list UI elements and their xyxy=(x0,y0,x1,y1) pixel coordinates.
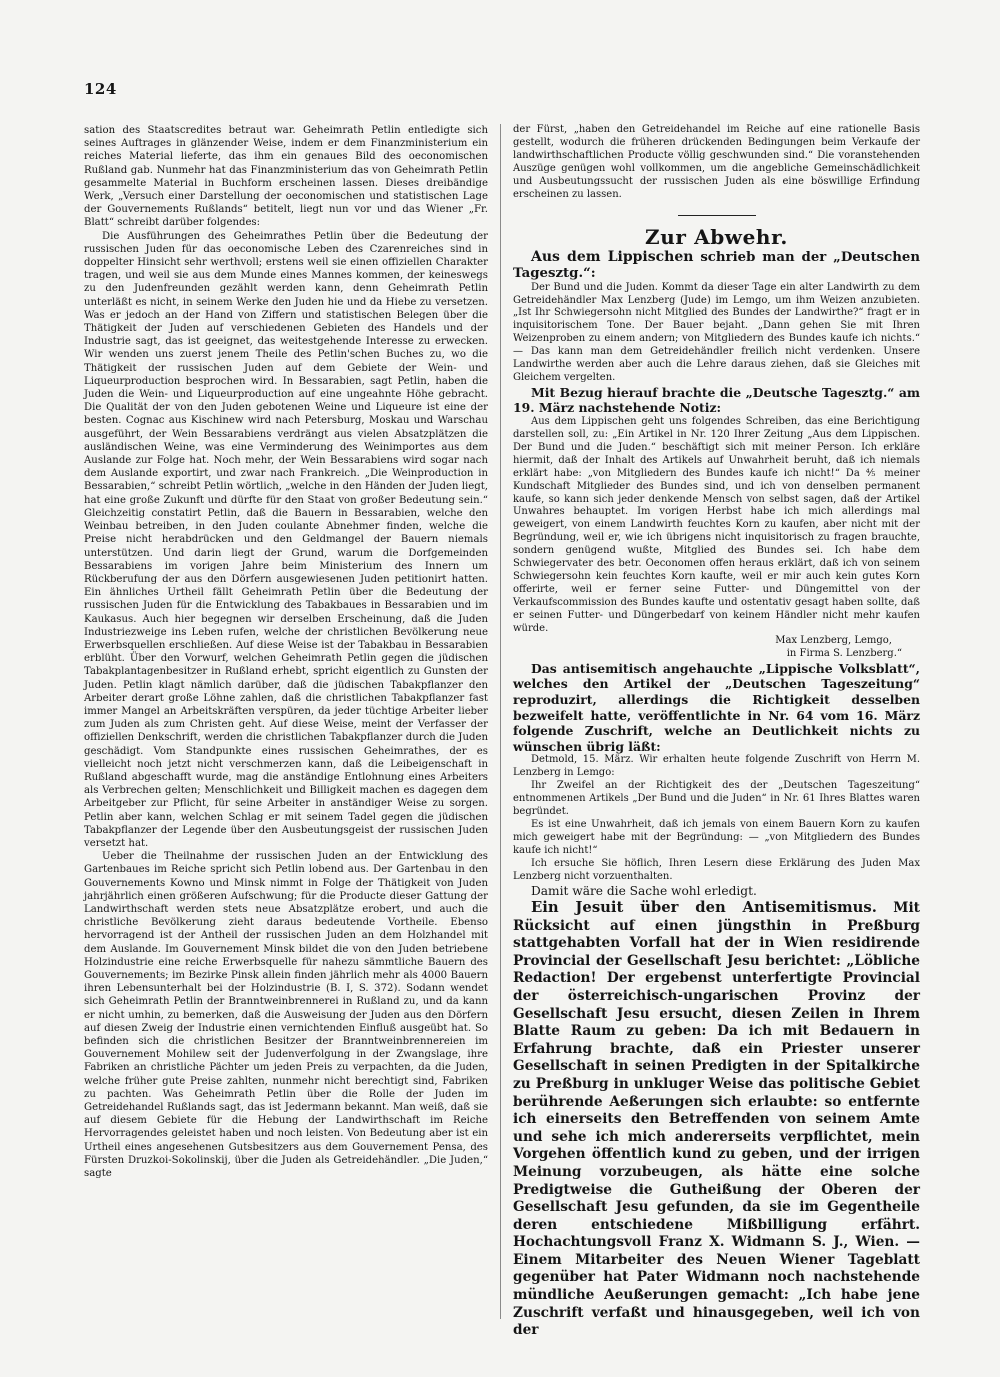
page-number: 124 xyxy=(84,80,117,98)
signature-line-2: in Firma S. Lenzberg.“ xyxy=(786,648,902,660)
letter2-paragraph-3: Ich ersuche Sie höflich, Ihren Lesern diese Erklärung des Juden Max Lenzberg nicht vorzuenthalten. xyxy=(513,857,920,882)
letter2-date: Detmold, 15. März. Wir erhalten heute folgende Zuschrift von Herrn M. Lenzberg in Lemgo: xyxy=(513,754,920,779)
paragraph-petlin-garden-grain: Ueber die Theilnahme der russischen Juden an der Entwicklung des Gartenbaues im Reiche spricht sich Petlin lobend aus. Der Gartenbau in den Gouvernements Kowno und Minsk nimmt in Folge der Thätigkeit von Juden jahrjährlich einen größeren Aufschwung; für die Producte dieser Gattung der Landwirthschaft werden stets neue Absatzplätze erobert, und auch die christliche Bevölkerung zieht daraus bedeutende Vortheile. Ebenso hervorragend ist der Antheil der russischen Juden an dem Holzhandel mit dem Auslande. Im Gouvernement Minsk bildet die von den Juden betriebene Holzindustrie eine reiche Erwerbsquelle für nahezu sämmtliche Bauern des Gouvernements; im Bezirke Pinsk allein finden jährlich mehr als 4000 Bauern ihren Lebensunterhalt bei der Holzindustrie (B. I, S. 372). Sodann wendet sich Geheimrath Petlin der Branntweinbrennerei in Rußland zu, und da kann er nicht umhin, zu bemerken, daß die Ausweisung der Juden aus den Dörfern auf diesen Zweig der Industrie einen vernichtenden Einfluß ausgeübt hat. So befinden sich die christlichen Besitzer der Branntweinbrennereien im Gouvernement Mohilew seit der Judenverfolgung in der Zwangslage, ihre Fabriken an christliche Pächter um jeden Preis zu verpachten, da die Juden, welche früher gute Preise zahlten, nunmehr nicht berechtigt sind, Fabriken zu pachten. Was Geheimrath Petlin über die Rolle der Juden im Getreidehandel Rußlands sagt, das ist Jedermann bekannt. Man weiß, daß sie auf diesem Gebiete für die Hebung der Landwirthschaft im Reiche Hervorragendes geleistet haben und noch leisten. Von Bedeutung aber ist ein Urtheil eines angesehenen Gutsbesitzers aus dem Gouvernement Pensa, des Fürsten Druzkoi-Sokolinskij, über die Juden als Getreidehändler. „Die Juden,“ sagte xyxy=(84,851,488,1180)
signature-line-1: Max Lenzberg, Lemgo, xyxy=(775,635,892,647)
right-column xyxy=(513,124,920,1339)
bezug-heading: Mit Bezug hierauf brachte die „Deutsche Tagesztg.“ am 19. März nachstehende Notiz: xyxy=(513,384,920,416)
section-title: Zur Abwehr. xyxy=(645,225,788,250)
lippe-heading xyxy=(513,249,920,282)
section-divider xyxy=(678,215,756,216)
letter-lenzberg-1: Aus dem Lippischen geht uns folgendes Schreiben, das eine Berichtigung darstellen soll, zu: „Ein Artikel in Nr. 120 Ihrer Zeitung „Aus dem Lippischen. Der Bund und die Juden.“ beschäftigt sich mit meiner Person. Ich erkläre hiermit, daß der Inhalt des Artikels auf Unwahrheit beruht, daß ich niemals erklärt habe: „von Mitgliedern des Bundes kaufe ich nicht!“ Da ⅘ meiner Kundschaft Mitglieder des Bundes sind, und ich von denselben permanent kaufe, so kann sich jeder denkende Mensch von selbst sagen, daß der Artikel Unwahres behauptet. Im vorigen Herbst habe ich mich allerdings mal geweigert, von einem Landwirth feuchtes Korn zu kaufen, aber nicht mit der Begründung, weil er, wie ich übrigens nicht inquisitorisch zu fragen brauchte, sondern genügend wußte, Mitglied des Bundes sei. Ich habe dem Schwiegervater des betr. Oeconomen offen heraus erklärt, daß ich von seinem Schwiegersohn kein feuchtes Korn kaufte, weil er mir auch kein gutes Korn offerirte, weil er ferner seine Futter- und Düngemittel von der Verkaufscommission des Bundes kaufte und ostentativ gesagt haben sollte, daß er seinen Futter- und Düngerbedarf von keinem Händler nicht mehr kaufen würde. xyxy=(513,416,920,634)
lippe-body: Der Bund und die Juden. Kommt da dieser Tage ein alter Landwirth zu dem Getreidehändler Max Lenzberg (Jude) im Lemgo, um ihm Weizen anzubieten. „Ist Ihr Schwiegersohn nicht Mitglied des Bundes der Landwirthe?“ fragt er in inquisitorischem Tone. Der Bauer bejaht. „Dann gehen Sie mit Ihren Weizenproben zu einem andern; von Mitgliedern des Bundes kaufe ich nichts.“ — Das kann man dem Getreidehändler freilich nicht verdenken. Unsere Landwirthe werden aber auch die Lehre daraus ziehen, daß sie Gleiches mit Gleichem vergelten. xyxy=(513,281,920,383)
jesuit-paragraph xyxy=(513,899,920,1340)
lippe-heading-lead: Aus dem Lippischen xyxy=(531,248,694,265)
paragraph-petlin-intro: sation des Staatscredites betraut war. Geheimrath Petlin entledigte sich seines Auftrages in glänzender Weise, indem er dem Finanzministerium ein reiches Material lieferte, das ihm ein genaues Bild des oeconomischen Rußland gab. Nunmehr hat das Finanzministerium das von Geheimrath Petlin gesammelte Material in Buchform erscheinen lassen. Dieses dreibändige Werk, „Versuch einer Darstellung der oeconomischen und statistischen Lage der Gouvernements Rußlands“ betitelt, liegt nun vor und das Wiener „Fr. Blatt“ schreibt darüber folgendes: xyxy=(84,125,488,229)
closing-remark: Damit wäre die Sache wohl erledigt. xyxy=(531,883,757,898)
paragraph-petlin-wine-tobacco: Die Ausführungen des Geheimrathes Petlin über die Bedeutung der russischen Juden für das oeconomische Leben des Czarenreiches sind in doppelter Hinsicht sehr werthvoll; erstens weil sie einen offiziellen Charakter tragen, und weil sie aus dem Munde eines Mannes kommen, der keineswegs zu den Judenfreunden gezählt werden kann, denn Geheimrath Petlin unterläßt es nicht, in seinem Werke den Juden hie und da Hiebe zu versetzen. Was er jedoch an der Hand von Ziffern und statistischen Belegen über die Thätigkeit der Juden auf verschiedenen Gebieten des Handels und der Industrie sagt, das ist geeignet, das weitestgehende Interesse zu erwecken. Wir wenden uns zuerst jenem Theile des Petlin'schen Buches zu, wo die Thätigkeit der russischen Juden auf dem Gebiete der Wein- und Liqueurproduction besprochen wird. In Bessarabien, sagt Petlin, haben die Juden die Wein- und Liqueurproduction auf eine ungeahnte Höhe gebracht. Die Qualität der von den Juden gebotenen Weine und Liqueure ist eine der besten. Cognac aus Kischinew wird nach Petersburg, Moskau und Warschau ausgeführt, der Wein Bessarabiens verdrängt aus vielen Absatzplätzen die ausländischen Weine, was eine Verminderung des Weinimportes aus dem Auslande zur Folge hat. Noch mehr, der Wein Bessarabiens wird sogar nach dem Auslande exportirt, und zwar nach Frankreich. „Die Weinproduction in Bessarabien,“ schreibt Petlin wörtlich, „welche in den Händen der Juden liegt, hat eine große Zukunft und dürfte für den Staat von großer Bedeutung sein.“ Gleichzeitig constatirt Petlin, daß die Bauern in Bessarabien, welche den Weinbau betreiben, in den Juden coulante Abnehmer finden, welche die Preise nicht herabdrücken und den Geldmangel der Bauern niemals unterstützen. Und darin liegt der Grund, warum die Dorfgemeinden Bessarabiens im vorigen Jahre beim Ministerium des Innern um Rückberufung der aus den Dörfern ausgewiesenen Juden petitionirt hatten. Ein ähnliches Urtheil fällt Geheimrath Petlin über die Bedeutung der russischen Juden für die Entwicklung des Tabakbaues in Bessarabien und im Kaukasus. Auch hier begegnen wir derselben Erscheinung, daß die Juden Industriezweige ins Leben rufen, welche der christlichen Bevölkerung neue Erwerbsquellen erschließen. Auf diese Weise ist der Tabakbau in Bessarabien erblüht. Über den Vorwurf, welchen Geheimrath Petlin gegen die jüdischen Tabakplantagenbesitzer in Rußland erhebt, spricht eigentlich zu Gunsten der Juden. Petlin klagt nämlich darüber, daß die jüdischen Tabakpflanzer den Arbeiter derart große Löhne zahlen, daß die christlichen Tabakpflanzer fast immer Mangel an Arbeitskräften verspüren, da jeder tüchtige Arbeiter lieber zum Juden als zum Christen geht. Auf diese Weise, meint der Verfasser der offiziellen Denkschrift, werden die christlichen Tabakpflanzer durch die Juden geschädigt. Vom Standpunkte eines russischen Geheimrathes, der es vielleicht noch jetzt nicht verschmerzen kann, daß die Leibeigenschaft in Rußland abgeschafft wurde, mag die anständige Entlohnung eines Arbeiters als Verbrechen gelten; Menschlichkeit und Billigkeit machen es dagegen dem Arbeitgeber zur Pflicht, für seine Arbeiter in anständiger Weise zu sorgen. Petlin aber kann, welchen Schlag er mit seinem Tadel gegen die jüdischen Tabakpflanzer der Legende über den Ausbeutungsgeist der russischen Juden versetzt hat. xyxy=(84,230,488,849)
left-column xyxy=(84,124,488,1319)
paragraph-continuation: der Fürst, „haben den Getreidehandel im Reiche auf eine rationelle Basis gestellt, wodurch die früheren drückenden Bedingungen beim Verkaufe der landwirthschaftlichen Producte völlig geschwunden sind.“ Die voranstehenden Auszüge genügen wohl vollkommen, um die angebliche Gemeinschädlichkeit und Ausbeutungssucht der russischen Juden als eine böswillige Erfindung erscheinen zu lassen. xyxy=(513,124,920,200)
lippe-heading-rest: schrieb man der „Deutschen Tagesztg.“: xyxy=(513,249,920,281)
letter2-paragraph-1: Ihr Zweifel an der Richtigkeit des der „Deutschen Tageszeitung“ entnommenen Artikels „Der Bund und die Juden“ in Nr. 61 Ihres Blattes waren begründet. xyxy=(513,780,920,818)
jesuit-heading: Ein Jesuit über den Antisemitismus. xyxy=(531,899,877,917)
column-rule xyxy=(500,124,501,1319)
jesuit-body: Mit Rücksicht auf einen jüngsthin in Preßburg stattgehabten Vorfall hat der in Wien residirende Provincial der Gesellschaft Jesu berichtet: „Löbliche Redaction! Der ergebenst unterfertigte Provincial der österreichisch-ungarischen Provinz der Gesellschaft Jesu ersucht, diesen Zeilen in Ihrem Blatte Raum zu geben: Da ich mit Bedauern in Erfahrung brachte, daß ein Priester unserer Gesellschaft in seinen Predigten in der Spitalkirche zu Preßburg in unkluger Weise das politische Gebiet berührende Aeßerungen sich erlaubte: so entfernte ich einerseits den Betreffenden von seinem Amte und sehe ich mich andererseits verpflichtet, mein Vorgehen öffentlich kund zu geben, und der irrigen Meinung vorzubeugen, als hätte eine solche Predigtweise die Gutheißung der Oberen der Gesellschaft Jesu gefunden, da sie im Gegentheile deren entschiedene Mißbilligung erfährt. Hochachtungsvoll Franz X. Widmann S. J., Wien. — Einem Mitarbeiter des Neuen Wiener Tageblatt gegenüber hat Pater Widmann noch nachstehende mündliche Aeußerungen gemacht: „Ich habe jene Zuschrift verfaßt und hinausgegeben, weil ich von der xyxy=(513,900,920,1339)
letter2-paragraph-2: Es ist eine Unwahrheit, daß ich jemals von einem Bauern Korn zu kaufen mich geweigert habe mit der Begründung: — „von Mitgliedern des Bundes kaufe ich nicht!“ xyxy=(513,818,920,856)
volksblatt-paragraph: Das antisemitisch angehauchte „Lippische Volksblatt“, welches den Artikel der „Deutschen Tageszeitung“ reproduzirt, allerdings die Richtigkeit desselben bezweifelt hatte, veröffentlichte in Nr. 64 vom 16. März folgende Zuschrift, welche an Deutlichkeit nichts zu wünschen übrig läßt: xyxy=(513,660,920,754)
